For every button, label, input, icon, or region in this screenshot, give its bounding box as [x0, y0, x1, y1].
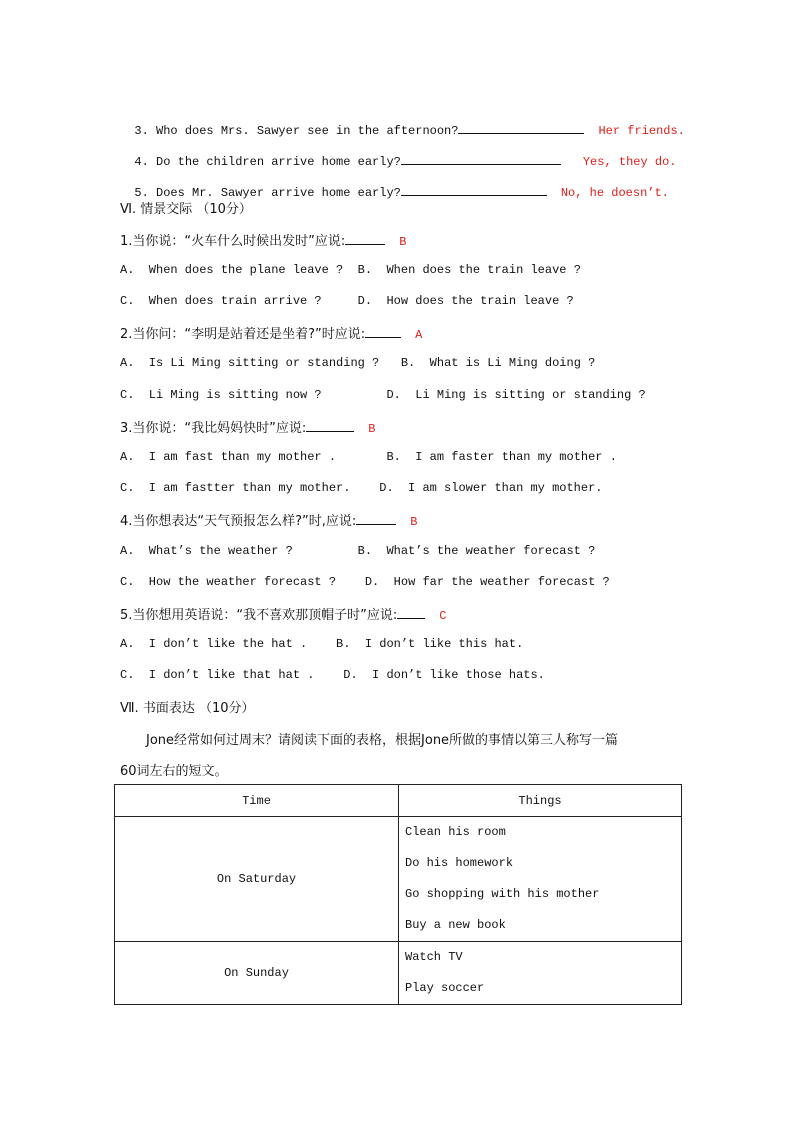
things-cell: [399, 817, 682, 942]
section-6-heading: Ⅵ. 情景交际 （10分）: [120, 202, 252, 217]
question-text: 5. Does Mr. Sawyer arrive home early?: [134, 186, 401, 200]
question-5: [120, 169, 669, 200]
answer-blank: [306, 419, 354, 432]
thing-item: Do his homework: [405, 856, 514, 870]
option-c: C. I don’t like that hat .: [120, 668, 315, 682]
option-a: A. When does the plane leave ?: [120, 263, 344, 277]
option-d: D. I am slower than my mother.: [379, 481, 603, 495]
question-text: 4. Do the children arrive home early?: [134, 155, 401, 169]
question-text: 3. Who does Mrs. Sawyer see in the afternoon?: [134, 124, 459, 138]
answer-key: Her friends.: [598, 124, 685, 138]
sit-question-2-stem: [120, 323, 422, 342]
answer-key: B: [399, 235, 407, 249]
option-c: C. How the weather forecast ?: [120, 575, 337, 589]
option-a: A. I am fast than my mother .: [120, 450, 337, 464]
weekend-table: [114, 784, 682, 1005]
things-cell: [399, 942, 682, 1005]
time-cell: On Sunday: [115, 942, 399, 1005]
option-d: D. How does the train leave ?: [357, 294, 574, 308]
stem-text: 2.当你问：“李明是站着还是坐着?”时应说:: [120, 327, 366, 342]
sit-question-5-options-ab: [120, 637, 523, 651]
section-7-heading: Ⅶ. 书面表达 （10分）: [120, 701, 255, 716]
sit-question-4-options-ab: [120, 544, 595, 558]
option-b: B. I don’t like this hat.: [336, 637, 524, 651]
option-a: A. I don’t like the hat .: [120, 637, 308, 651]
option-c: C. When does train arrive ?: [120, 294, 322, 308]
option-b: B. What’s the weather forecast ?: [357, 544, 596, 558]
sit-question-2-options-cd: [120, 388, 646, 402]
answer-blank: [397, 606, 425, 619]
table-row: [115, 942, 682, 1005]
thing-item: Watch TV: [405, 950, 463, 964]
sit-question-2-options-ab: [120, 356, 595, 370]
sit-question-3-options-ab: [120, 450, 617, 464]
answer-blank: [458, 121, 584, 134]
thing-item: Buy a new book: [405, 918, 506, 932]
answer-blank: [356, 512, 396, 525]
option-c: C. Li Ming is sitting now ?: [120, 388, 322, 402]
thing-item: Go shopping with his mother: [405, 887, 600, 901]
answer-blank: [401, 152, 561, 165]
time-cell: On Saturday: [115, 817, 399, 942]
sit-question-4-options-cd: [120, 575, 610, 589]
option-b: B. I am faster than my mother .: [386, 450, 617, 464]
thing-item: Play soccer: [405, 981, 485, 995]
table-row: [115, 817, 682, 942]
option-d: D. Li Ming is sitting or standing ?: [386, 388, 646, 402]
sit-question-1-options-ab: [120, 263, 581, 277]
stem-text: 4.当你想表达“天气预报怎么样?”时,应说:: [120, 514, 357, 529]
option-b: B. When does the train leave ?: [357, 263, 581, 277]
sit-question-4-stem: [120, 510, 418, 529]
table-header-row: [115, 785, 682, 817]
thing-item: Clean his room: [405, 825, 506, 839]
answer-key: No, he doesn’t.: [560, 186, 669, 200]
option-d: D. How far the weather forecast ?: [364, 575, 610, 589]
answer-blank: [365, 325, 401, 338]
option-a: A. Is Li Ming sitting or standing ?: [120, 356, 380, 370]
option-d: D. I don’t like those hats.: [343, 668, 545, 682]
option-a: A. What’s the weather ?: [120, 544, 293, 558]
option-b: B. What is Li Ming doing ?: [400, 356, 596, 370]
header-things: Things: [399, 785, 682, 817]
header-time: Time: [115, 785, 399, 817]
answer-blank: [401, 183, 547, 196]
answer-key: C: [439, 609, 447, 623]
stem-text: 5.当你想用英语说：“我不喜欢那顶帽子时”应说:: [120, 608, 398, 623]
question-3: [120, 107, 685, 138]
answer-key: Yes, they do.: [582, 155, 677, 169]
question-4: [120, 138, 676, 169]
answer-key: B: [410, 515, 418, 529]
writing-prompt-line-2: 60词左右的短文。: [120, 764, 228, 779]
sit-question-3-options-cd: [120, 481, 603, 495]
answer-key: B: [368, 422, 376, 436]
sit-question-5-stem: [120, 604, 446, 623]
stem-text: 3.当你说：“我比妈妈快时”应说:: [120, 421, 307, 436]
answer-key: A: [415, 328, 423, 342]
sit-question-3-stem: [120, 417, 375, 436]
writing-prompt-line-1: Jone经常如何过周末？请阅读下面的表格，根据Jone所做的事情以第三人称写一篇: [146, 733, 619, 748]
sit-question-5-options-cd: [120, 668, 545, 682]
sit-question-1-stem: [120, 230, 406, 249]
option-c: C. I am fastter than my mother.: [120, 481, 351, 495]
stem-text: 1.当你说：“火车什么时候出发时”应说:: [120, 234, 346, 249]
sit-question-1-options-cd: [120, 294, 574, 308]
answer-blank: [345, 232, 385, 245]
